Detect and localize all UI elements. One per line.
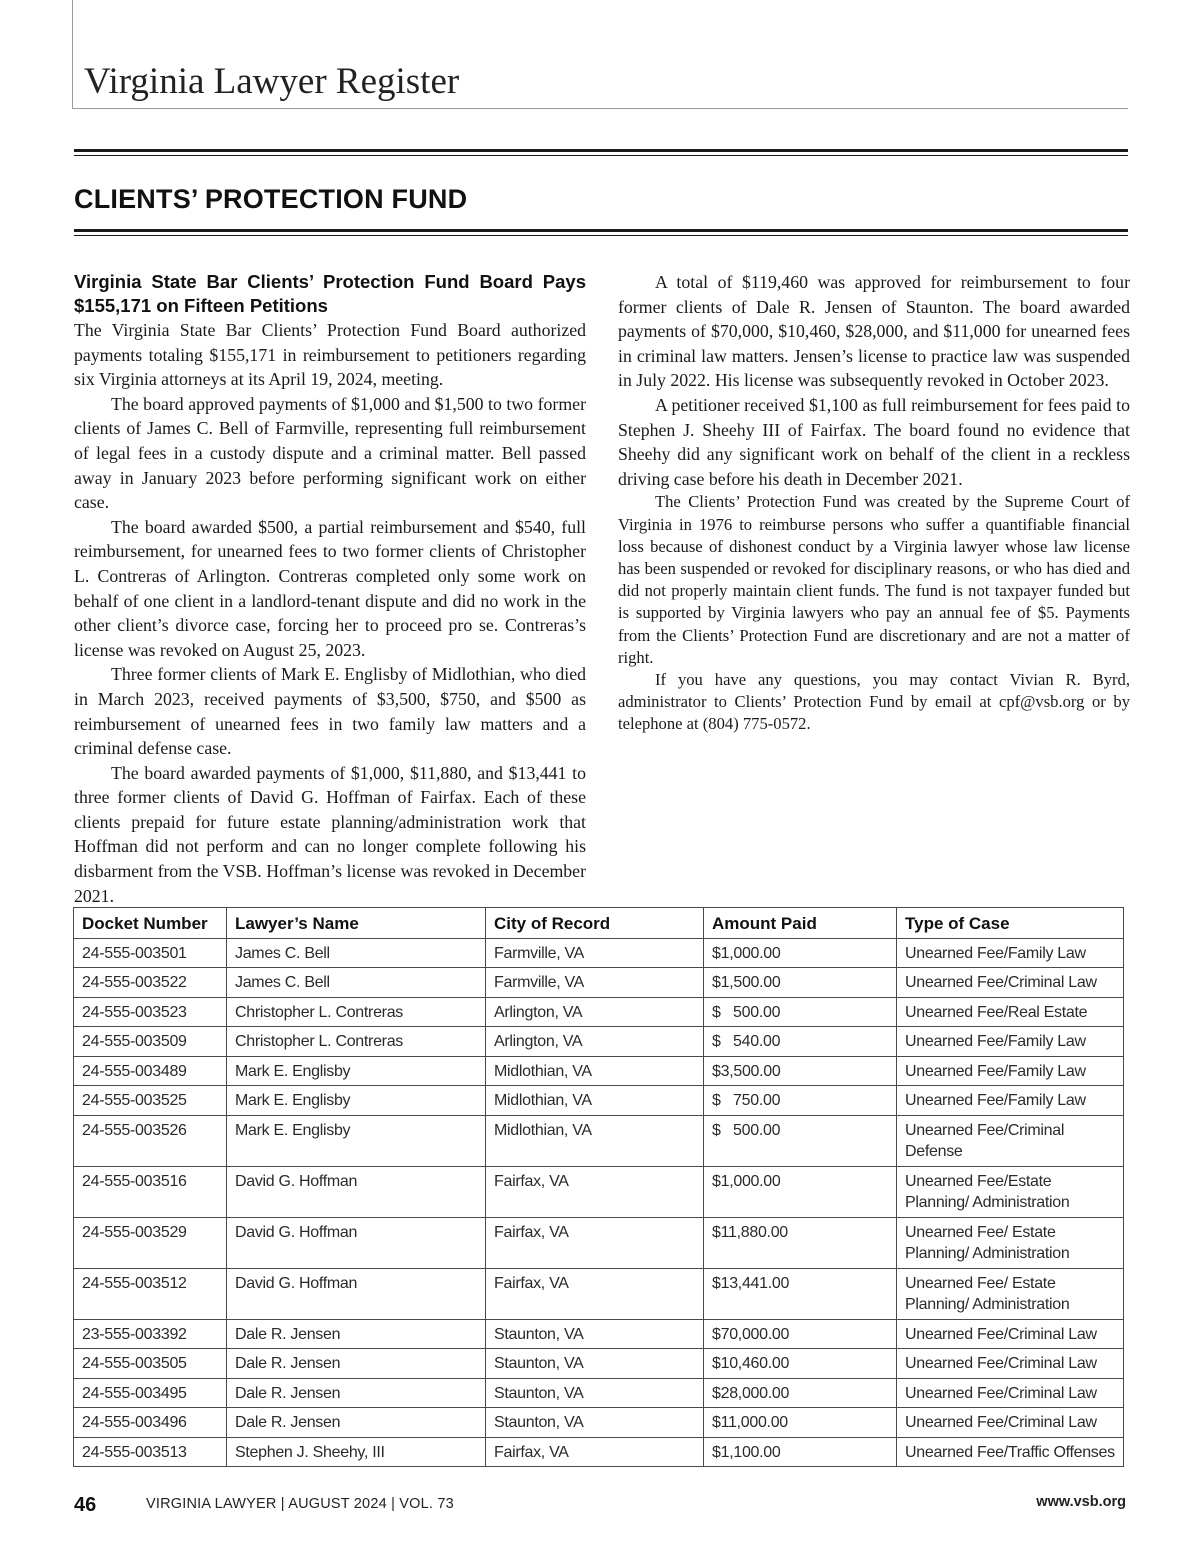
table-row bbox=[74, 1115, 1124, 1166]
lawyer-name-cell: David G. Hoffman bbox=[227, 1166, 486, 1217]
amount-paid-cell: $28,000.00 bbox=[704, 1378, 897, 1408]
docket-number-cell: 24-555-003509 bbox=[74, 1027, 227, 1057]
city-of-record-cell: Midlothian, VA bbox=[486, 1115, 704, 1166]
website-url: www.vsb.org bbox=[1036, 1494, 1126, 1510]
type-of-case-cell: Unearned Fee/ Estate Planning/ Administration bbox=[897, 1268, 1124, 1319]
amount-paid-cell: $1,500.00 bbox=[704, 968, 897, 998]
type-of-case-cell: Unearned Fee/Criminal Law bbox=[897, 1408, 1124, 1438]
section-rule-top bbox=[74, 149, 1128, 156]
table-header-row bbox=[74, 908, 1124, 939]
lawyer-name-cell: Christopher L. Contreras bbox=[227, 997, 486, 1027]
article-paragraph: A petitioner received $1,100 as full reimbursement for fees paid to Stephen J. Sheehy III of Fairfax. The board found no evidence that Sheehy did any significant work on behalf of the client in a reckless driving case before his death in December 2021. bbox=[618, 394, 1130, 489]
docket-number-cell: 24-555-003516 bbox=[74, 1166, 227, 1217]
city-of-record-cell: Fairfax, VA bbox=[486, 1166, 704, 1217]
amount-paid-cell: $13,441.00 bbox=[704, 1268, 897, 1319]
column-header-city-of-record: City of Record bbox=[486, 908, 704, 939]
docket-number-cell: 24-555-003496 bbox=[74, 1408, 227, 1438]
article-paragraph: The Clients’ Protection Fund was created by the Supreme Court of Virginia in 1976 to reimburse persons who suffer a quantifiable financial loss because of dishonest conduct by a Virginia lawyer whose law license has been suspended or revoked for disciplinary reasons, or who has died and did not properly maintain client funds. The fund is not taxpayer funded but is supported by Virginia lawyers who pay an annual fee of $5. Payments from the Clients’ Protection Fund are discretionary and are not a matter of right. bbox=[618, 492, 1130, 667]
amount-paid-cell: $ 750.00 bbox=[704, 1086, 897, 1116]
amount-paid-cell: $1,000.00 bbox=[704, 938, 897, 968]
amount-paid-cell: $70,000.00 bbox=[704, 1319, 897, 1349]
docket-number-cell: 24-555-003495 bbox=[74, 1378, 227, 1408]
lawyer-name-cell: Dale R. Jensen bbox=[227, 1349, 486, 1379]
table-row bbox=[74, 1408, 1124, 1438]
article-paragraph: The Virginia State Bar Clients’ Protection Fund Board authorized payments totaling $155,171 in reimbursement to petitioners regarding six Virginia attorneys at its April 19, 2024, meeting. bbox=[74, 320, 586, 390]
table-row bbox=[74, 1027, 1124, 1057]
lawyer-name-cell: Mark E. Englisby bbox=[227, 1056, 486, 1086]
type-of-case-cell: Unearned Fee/Family Law bbox=[897, 1086, 1124, 1116]
type-of-case-cell: Unearned Fee/Estate Planning/ Administration bbox=[897, 1166, 1124, 1217]
column-header-amount-paid: Amount Paid bbox=[704, 908, 897, 939]
column-header-docket-number: Docket Number bbox=[74, 908, 227, 939]
table-row bbox=[74, 1217, 1124, 1268]
table-row bbox=[74, 997, 1124, 1027]
lawyer-name-cell: James C. Bell bbox=[227, 938, 486, 968]
docket-number-cell: 24-555-003512 bbox=[74, 1268, 227, 1319]
article-contact-paragraph: If you have any questions, you may contact Vivian R. Byrd, administrator to Clients’ Protection Fund by email at cpf@vsb.org or by telephone at (804) 775-0572. bbox=[618, 669, 1130, 734]
table-row bbox=[74, 1437, 1124, 1467]
amount-paid-cell: $3,500.00 bbox=[704, 1056, 897, 1086]
article-paragraph: The board awarded payments of $1,000, $11,880, and $13,441 to three former clients of David G. Hoffman of Fairfax. Each of these clients prepaid for future estate planning/administration work that Hoffman did not perform and can no longer complete following his disbarment from the VSB. Hoffman’s license was revoked in December 2021. bbox=[74, 762, 586, 906]
masthead-horizontal-rule bbox=[72, 108, 1128, 109]
type-of-case-cell: Unearned Fee/Traffic Offenses bbox=[897, 1437, 1124, 1467]
table-row bbox=[74, 938, 1124, 968]
table-row bbox=[74, 1378, 1124, 1408]
lawyer-name-cell: Mark E. Englisby bbox=[227, 1115, 486, 1166]
table-body bbox=[74, 938, 1124, 1467]
type-of-case-cell: Unearned Fee/Criminal Law bbox=[897, 1319, 1124, 1349]
lawyer-name-cell: James C. Bell bbox=[227, 968, 486, 998]
article-paragraph: The board approved payments of $1,000 and $1,500 to two former clients of James C. Bell of Farmville, representing full reimbursement of legal fees in a custody dispute and a criminal matter. Bell passed away in January 2023 before performing significant work on either case. bbox=[74, 393, 586, 513]
type-of-case-cell: Unearned Fee/Real Estate bbox=[897, 997, 1124, 1027]
docket-number-cell: 24-555-003529 bbox=[74, 1217, 227, 1268]
city-of-record-cell: Fairfax, VA bbox=[486, 1217, 704, 1268]
petitions-table bbox=[73, 907, 1124, 1467]
docket-number-cell: 24-555-003505 bbox=[74, 1349, 227, 1379]
lawyer-name-cell: David G. Hoffman bbox=[227, 1268, 486, 1319]
city-of-record-cell: Staunton, VA bbox=[486, 1349, 704, 1379]
masthead-title: Virginia Lawyer Register bbox=[84, 61, 460, 102]
masthead-vertical-rule bbox=[72, 0, 73, 108]
column-header-lawyer-name: Lawyer’s Name bbox=[227, 908, 486, 939]
table-row bbox=[74, 1268, 1124, 1319]
amount-paid-cell: $10,460.00 bbox=[704, 1349, 897, 1379]
amount-paid-cell: $1,100.00 bbox=[704, 1437, 897, 1467]
amount-paid-cell: $11,000.00 bbox=[704, 1408, 897, 1438]
type-of-case-cell: Unearned Fee/Family Law bbox=[897, 1056, 1124, 1086]
city-of-record-cell: Midlothian, VA bbox=[486, 1086, 704, 1116]
amount-paid-cell: $ 500.00 bbox=[704, 1115, 897, 1166]
page-number: 46 bbox=[74, 1494, 97, 1516]
article-column-right bbox=[618, 270, 1130, 736]
city-of-record-cell: Staunton, VA bbox=[486, 1378, 704, 1408]
amount-paid-cell: $1,000.00 bbox=[704, 1166, 897, 1217]
docket-number-cell: 24-555-003525 bbox=[74, 1086, 227, 1116]
article-headline: Virginia State Bar Clients’ Protection Fund Board Pays $155,171 on Fifteen Petitions bbox=[74, 271, 586, 316]
type-of-case-cell: Unearned Fee/Family Law bbox=[897, 938, 1124, 968]
city-of-record-cell: Fairfax, VA bbox=[486, 1437, 704, 1467]
city-of-record-cell: Farmville, VA bbox=[486, 968, 704, 998]
city-of-record-cell: Fairfax, VA bbox=[486, 1268, 704, 1319]
lawyer-name-cell: David G. Hoffman bbox=[227, 1217, 486, 1268]
amount-paid-cell: $ 500.00 bbox=[704, 997, 897, 1027]
table-row bbox=[74, 968, 1124, 998]
article-paragraph: The board awarded $500, a partial reimbursement and $540, full reimbursement, for unearned fees to two former clients of Christopher L. Contreras of Arlington. Contreras completed only some work on behalf of one client in a landlord-tenant dispute and did no work in the other client’s divorce case, forcing her to proceed pro se. Contreras’s license was revoked on August 25, 2023. bbox=[74, 516, 586, 660]
docket-number-cell: 23-555-003392 bbox=[74, 1319, 227, 1349]
city-of-record-cell: Arlington, VA bbox=[486, 1027, 704, 1057]
docket-number-cell: 24-555-003522 bbox=[74, 968, 227, 998]
lawyer-name-cell: Dale R. Jensen bbox=[227, 1378, 486, 1408]
lawyer-name-cell: Stephen J. Sheehy, III bbox=[227, 1437, 486, 1467]
lawyer-name-cell: Christopher L. Contreras bbox=[227, 1027, 486, 1057]
article-paragraph: A total of $119,460 was approved for reimbursement to four former clients of Dale R. Jensen of Staunton. The board awarded payments of $70,000, $10,460, $28,000, and $11,000 for unearned fees in criminal law matters. Jensen’s license to practice law was suspended in July 2022. His license was subsequently revoked in October 2023. bbox=[618, 272, 1130, 391]
city-of-record-cell: Farmville, VA bbox=[486, 938, 704, 968]
table-row bbox=[74, 1056, 1124, 1086]
section-rule-bottom bbox=[74, 229, 1128, 236]
lawyer-name-cell: Dale R. Jensen bbox=[227, 1408, 486, 1438]
docket-number-cell: 24-555-003489 bbox=[74, 1056, 227, 1086]
column-header-type-of-case: Type of Case bbox=[897, 908, 1124, 939]
amount-paid-cell: $11,880.00 bbox=[704, 1217, 897, 1268]
table-row bbox=[74, 1349, 1124, 1379]
amount-paid-cell: $ 540.00 bbox=[704, 1027, 897, 1057]
city-of-record-cell: Staunton, VA bbox=[486, 1408, 704, 1438]
city-of-record-cell: Midlothian, VA bbox=[486, 1056, 704, 1086]
city-of-record-cell: Arlington, VA bbox=[486, 997, 704, 1027]
docket-number-cell: 24-555-003513 bbox=[74, 1437, 227, 1467]
table-row bbox=[74, 1319, 1124, 1349]
table-row bbox=[74, 1166, 1124, 1217]
table-row bbox=[74, 1086, 1124, 1116]
type-of-case-cell: Unearned Fee/ Estate Planning/ Administration bbox=[897, 1217, 1124, 1268]
type-of-case-cell: Unearned Fee/Criminal Law bbox=[897, 968, 1124, 998]
docket-number-cell: 24-555-003526 bbox=[74, 1115, 227, 1166]
type-of-case-cell: Unearned Fee/Family Law bbox=[897, 1027, 1124, 1057]
lawyer-name-cell: Dale R. Jensen bbox=[227, 1319, 486, 1349]
section-title: CLIENTS’ PROTECTION FUND bbox=[74, 184, 468, 214]
type-of-case-cell: Unearned Fee/Criminal Law bbox=[897, 1378, 1124, 1408]
article-paragraph: Three former clients of Mark E. Englisby of Midlothian, who died in March 2023, received payments of $3,500, $750, and $500 as reimbursement of unearned fees in two family law matters and a criminal defense case. bbox=[74, 664, 586, 759]
publication-info: VIRGINIA LAWYER | AUGUST 2024 | VOL. 73 bbox=[146, 1496, 454, 1512]
docket-number-cell: 24-555-003523 bbox=[74, 997, 227, 1027]
type-of-case-cell: Unearned Fee/Criminal Defense bbox=[897, 1115, 1124, 1166]
type-of-case-cell: Unearned Fee/Criminal Law bbox=[897, 1349, 1124, 1379]
article-column-left bbox=[74, 270, 586, 908]
city-of-record-cell: Staunton, VA bbox=[486, 1319, 704, 1349]
docket-number-cell: 24-555-003501 bbox=[74, 938, 227, 968]
lawyer-name-cell: Mark E. Englisby bbox=[227, 1086, 486, 1116]
